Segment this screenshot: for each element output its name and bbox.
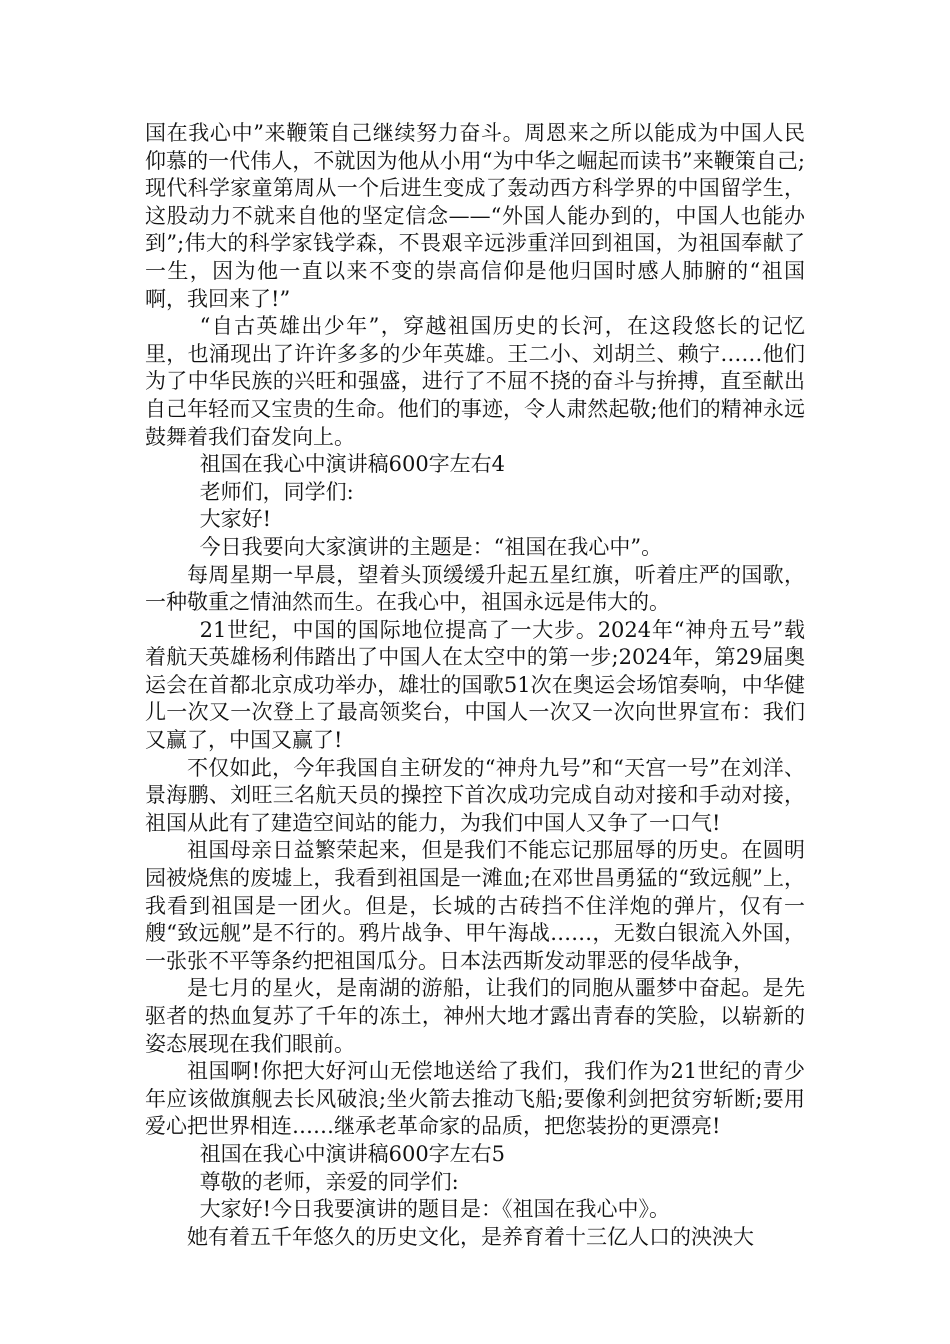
section-title: 祖国在我心中演讲稿600字左右4 — [199, 452, 506, 477]
body-paragraph: 她有着五千年悠久的历史文化，是养育着十三亿人口的泱泱大 — [187, 1224, 754, 1249]
greeting: 大家好!今日我要演讲的题目是：《祖国在我心中》。 — [199, 1197, 671, 1222]
body-paragraph: 祖国啊!你把大好河山无偿地送给了我们，我们作为21世纪的青少年应该做旗舰去长风破浪;坐火箭去推动飞船;要像利剑把贫穷斩断;要用爱心把世界相连……继承老革命家的品质，把您装扮的更漂亮! — [145, 1059, 805, 1139]
body-paragraph: 不仅如此，今年我国自主研发的“神舟九号”和“天宫一号”在刘洋、景海鹏、刘旺三名航天员的操控下首次成功完成自动对接和手动对接，祖国从此有了建造空间站的能力，为我们中国人又争了一口气! — [145, 755, 805, 835]
body-paragraph: 21世纪，中国的国际地位提高了一大步。2024年“神舟五号”载着航天英雄杨利伟踏出了中国人在太空中的第一步;2024年，第29届奥运会在首都北京成功举办，雄壮的国歌51次在奥运会场馆奏响，中华健儿一次又一次登上了最高领奖台，中国人一次又一次向世界宣布：我们又赢了，中国又赢了! — [145, 617, 805, 753]
greeting: 大家好! — [199, 507, 272, 532]
body-paragraph: 是七月的星火，是南湖的游船，让我们的同胞从噩梦中奋起。是先驱者的热血复苏了千年的冻土，神州大地才露出青春的笑脸，以崭新的姿态展现在我们眼前。 — [145, 976, 805, 1056]
section-title: 祖国在我心中演讲稿600字左右5 — [199, 1141, 506, 1166]
body-paragraph: 每周星期一早晨，望着头顶缓缓升起五星红旗，听着庄严的国歌，一种敬重之情油然而生。在我心中，祖国永远是伟大的。 — [145, 562, 805, 615]
body-paragraph: “自古英雄出少年”，穿越祖国历史的长河，在这段悠长的记忆里，也涌现出了许许多多的少年英雄。王二小、刘胡兰、赖宁……他们为了中华民族的兴旺和强盛，进行了不屈不挠的奋斗与拚搏，直至献出自己年轻而又宝贵的生命。他们的事迹，令人肃然起敬;他们的精神永远鼓舞着我们奋发向上。 — [145, 314, 805, 449]
document-body — [145, 120, 805, 1251]
body-paragraph: 今日我要向大家演讲的主题是：“祖国在我心中”。 — [199, 534, 663, 559]
salutation: 尊敬的老师，亲爱的同学们: — [199, 1169, 459, 1194]
body-paragraph: 国在我心中”来鞭策自己继续努力奋斗。周恩来之所以能成为中国人民仰慕的一代伟人，不就因为他从小用“为中华之崛起而读书”来鞭策自己;现代科学家童第周从一个后进生变成了轰动西方科学界的中国留学生，这股动力不就来自他的坚定信念——“外国人能办到的，中国人也能办到”;伟大的科学家钱学森，不畏艰辛远涉重洋回到祖国，为祖国奉献了一生，因为他一直以来不变的崇高信仰是他归国时感人肺腑的“祖国啊，我回来了!” — [145, 121, 805, 311]
body-paragraph: 祖国母亲日益繁荣起来，但是我们不能忘记那屈辱的历史。在圆明园被烧焦的废墟上，我看到祖国是一滩血;在邓世昌勇猛的“致远舰”上，我看到祖国是一团火。但是，长城的古砖挡不住洋炮的弹片，仅有一艘“致远舰”是不行的。鸦片战争、甲午海战……，无数白银流入外国，一张张不平等条约把祖国瓜分。日本法西斯发动罪恶的侵华战争， — [145, 838, 805, 973]
salutation: 老师们，同学们: — [199, 479, 354, 504]
